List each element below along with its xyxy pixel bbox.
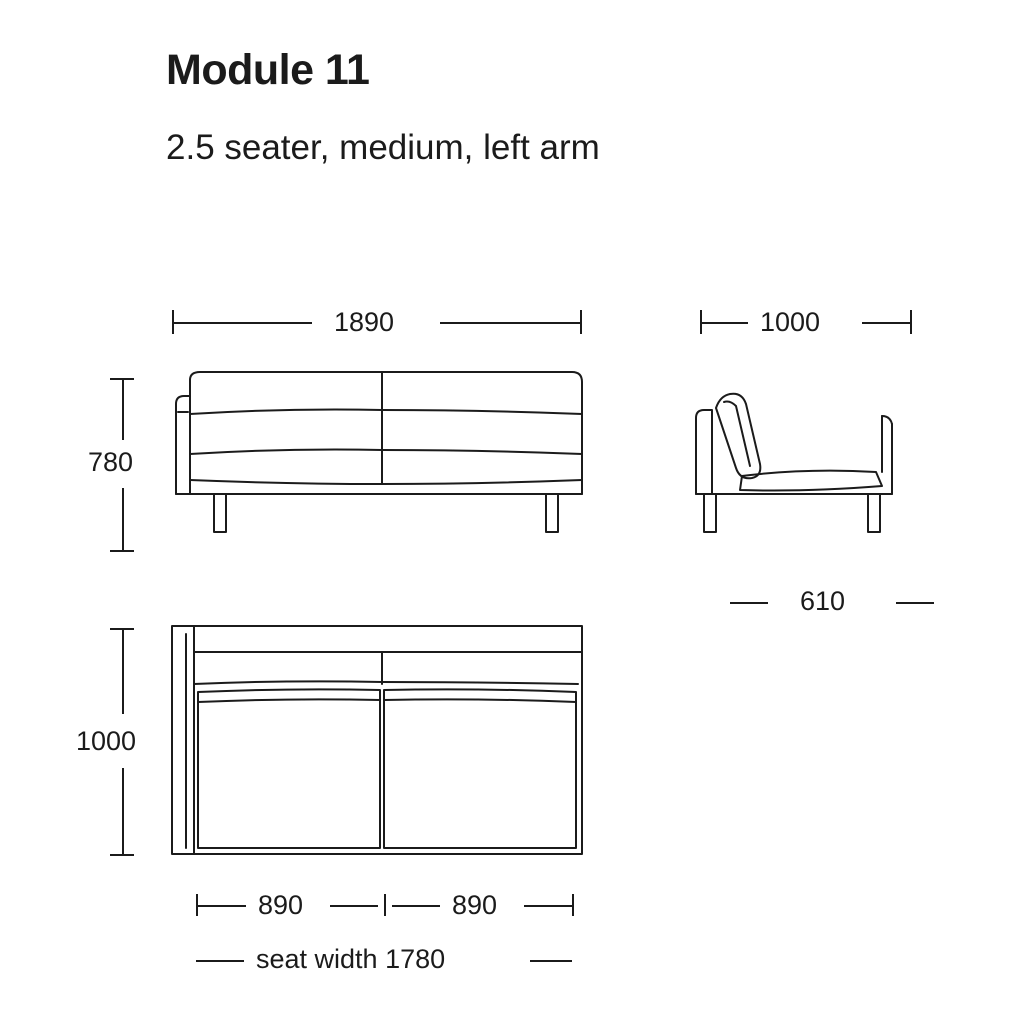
plan-seat-width-dim-line-left [196,960,244,962]
plan-view-drawing [168,622,588,858]
front-width-dim-left-line [172,322,312,324]
side-depth-label: 610 [800,586,846,616]
front-height-dim-top-tick [110,378,134,380]
side-depth-dim-left-line [730,602,768,604]
plan-seat-width-dim-line-right [530,960,572,962]
front-height-dim-top-line [122,378,124,440]
page-title: Module 11 [166,46,370,94]
side-depth-dim-right-line [896,602,934,604]
side-width-dim-left-line [700,322,748,324]
plan-seat-dim-tick-mid [384,894,386,916]
side-width-label: 1000 [760,307,821,337]
side-width-dim-left-tick [700,310,702,334]
front-width-label: 1890 [334,307,395,337]
plan-seat-dim-tick-left [196,894,198,916]
side-width-dim-right-tick [910,310,912,334]
plan-seat-width-label: seat width 1780 [256,944,446,974]
front-height-dim-bottom-tick [110,550,134,552]
front-elevation-drawing [168,368,588,554]
plan-seat-dim-tick-right [572,894,574,916]
plan-seat-left-dim-line-a [196,905,246,907]
page-subtitle: 2.5 seater, medium, left arm [166,128,600,167]
plan-seat-right-dim-line-b [524,905,572,907]
plan-height-dim-top-tick [110,628,134,630]
front-width-dim-right-tick [580,310,582,334]
plan-seat-right-label: 890 [452,890,498,920]
front-height-dim-bottom-line [122,488,124,550]
plan-height-label: 1000 [76,726,137,756]
front-width-dim-left-tick [172,310,174,334]
plan-height-dim-top-line [122,628,124,714]
plan-seat-left-label: 890 [258,890,304,920]
side-width-dim-right-line [862,322,910,324]
front-width-dim-right-line [440,322,580,324]
plan-seat-right-dim-line-a [392,905,440,907]
plan-seat-left-dim-line-b [330,905,378,907]
side-elevation-drawing [686,368,926,554]
plan-height-dim-bottom-line [122,768,124,854]
plan-height-dim-bottom-tick [110,854,134,856]
front-height-label: 780 [88,447,134,477]
